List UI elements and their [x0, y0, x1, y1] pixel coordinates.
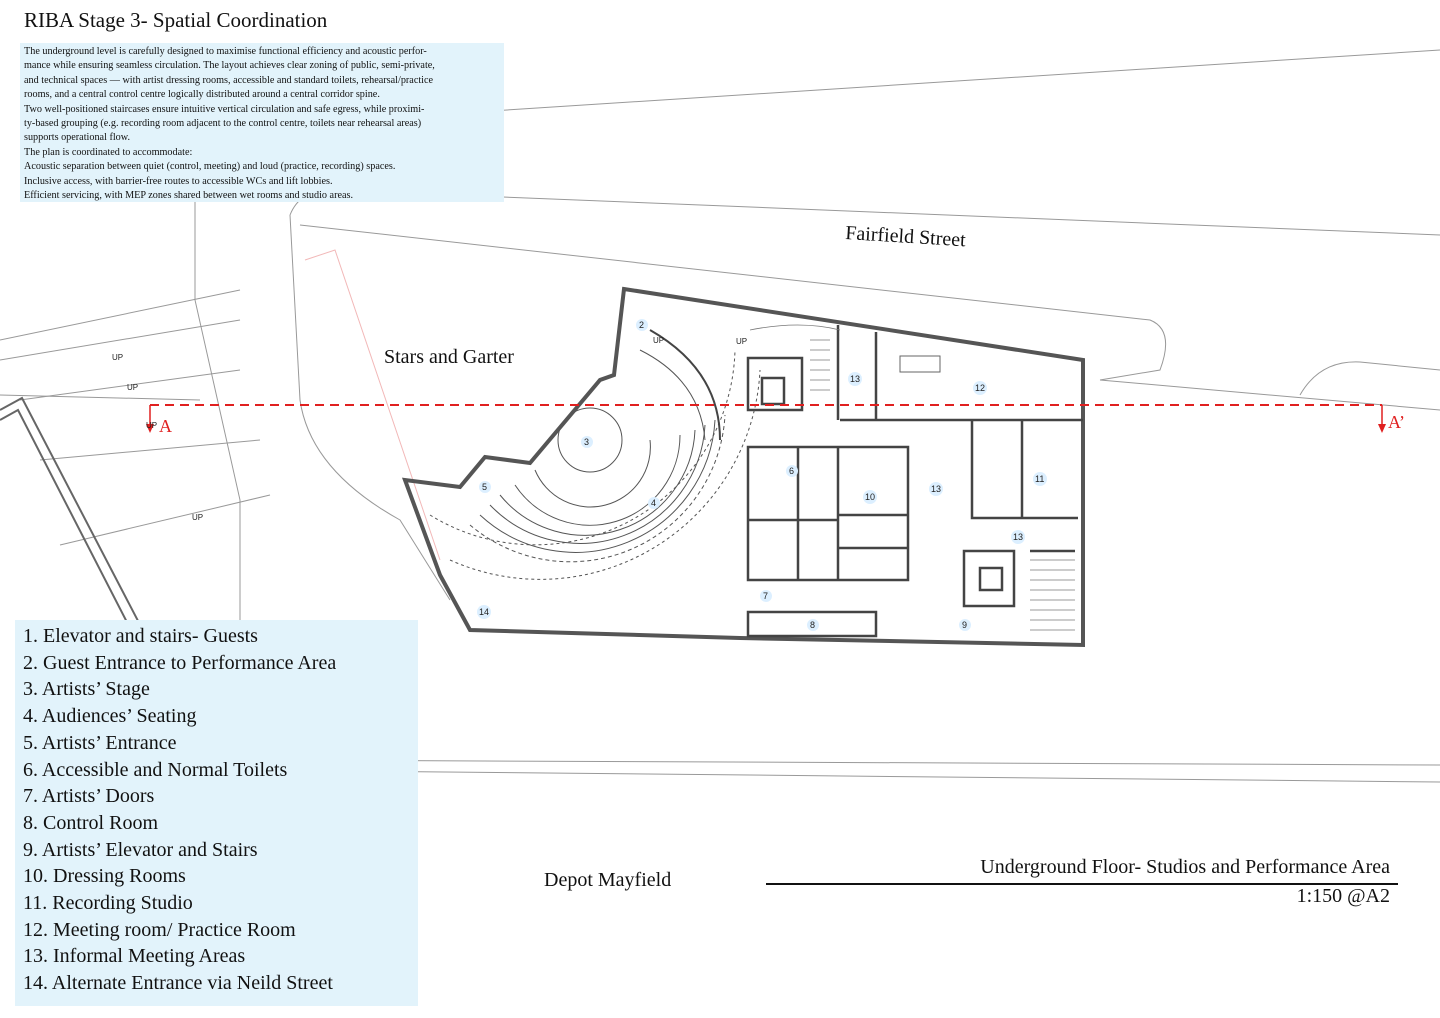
street-kerb-lower: [1100, 380, 1440, 410]
description-line: Acoustic separation between quiet (control, meeting) and loud (practice, recording) spaces.: [24, 161, 396, 173]
svg-text:5: 5: [482, 482, 488, 492]
legend-item: 4. Audiences’ Seating: [23, 705, 197, 728]
up-label: UP: [653, 336, 665, 345]
room-number-8: [807, 619, 819, 631]
legend-item: 1. Elevator and stairs- Guests: [23, 625, 258, 647]
rail-line-lower-2: [250, 770, 1440, 782]
svg-text:13: 13: [850, 374, 861, 384]
room-number-13: [848, 372, 862, 386]
legend-item: 7. Artists’ Doors: [23, 785, 155, 808]
svg-text:14: 14: [479, 607, 490, 617]
ground-line: [0, 395, 200, 400]
svg-text:13: 13: [1013, 532, 1024, 542]
room-number-2: [636, 319, 648, 331]
room-number-9: [959, 619, 971, 631]
svg-text:10: 10: [865, 492, 876, 502]
room-number-12: [973, 381, 987, 395]
artist-lift: [964, 551, 1014, 606]
legend-item: 11. Recording Studio: [23, 892, 193, 915]
description-line: Two well-positioned staircases ensure intuitive vertical circulation and safe egress, while proximi-: [24, 103, 425, 115]
description-line: mance while ensuring seamless circulation. The layout achieves clear zoning of public, semi-private,: [24, 60, 435, 72]
svg-text:9: 9: [962, 620, 968, 630]
section-label-left: A: [159, 416, 172, 436]
up-label: UP: [146, 421, 158, 430]
drawing-title: Underground Floor- Studios and Performance Area: [980, 856, 1390, 878]
description-line: ty-based grouping (e.g. recording room adjacent to the control centre, toilets near rehearsal areas): [24, 118, 422, 130]
description-line: Efficient servicing, with MEP zones shared between wet rooms and studio areas.: [24, 190, 354, 202]
svg-text:3: 3: [584, 437, 590, 447]
pink-site-line: [305, 250, 440, 560]
svg-text:8: 8: [810, 620, 816, 630]
fairfield-street-label: Fairfield Street: [844, 222, 967, 252]
up-label: UP: [112, 353, 124, 362]
svg-text:13: 13: [931, 484, 942, 494]
legend-item: 2. Guest Entrance to Performance Area: [23, 651, 337, 674]
legend-item: 13. Informal Meeting Areas: [23, 945, 246, 968]
legend-item: 3. Artists’ Stage: [23, 678, 150, 701]
legend-item: 5. Artists’ Entrance: [23, 731, 177, 754]
svg-text:12: 12: [975, 383, 986, 393]
description-line: and technical spaces — with artist dressing rooms, accessible and standard toilets, rehearsal/practice: [24, 74, 434, 86]
drawing-scale: 1:150 @A2: [1296, 885, 1390, 907]
room-number-5: [479, 481, 491, 493]
legend-item: 8. Control Room: [23, 811, 159, 834]
guest-lift: [748, 358, 802, 410]
legend-item: 12. Meeting room/ Practice Room: [23, 918, 296, 941]
room-number-10: [863, 490, 877, 504]
description-line: The underground level is carefully designed to maximise functional efficiency and acoustic perfor-: [24, 46, 427, 57]
up-label: UP: [736, 337, 748, 346]
description-line: supports operational flow.: [24, 132, 131, 144]
kerb-curve-right: [1300, 362, 1440, 395]
description-box: [20, 43, 504, 202]
room-number-14: [477, 605, 491, 619]
svg-text:2: 2: [639, 320, 645, 330]
svg-text:7: 7: [763, 591, 769, 601]
svg-text:4: 4: [651, 498, 657, 508]
room-number-11: [1033, 472, 1047, 486]
description-line: Inclusive access, with barrier-free routes to accessible WCs and lift lobbies.: [24, 175, 333, 187]
room-number-7: [760, 590, 772, 602]
meeting-table: [900, 356, 940, 372]
rail-line-lower: [250, 760, 1440, 765]
legend-box: [15, 620, 418, 1006]
room-number-6: [786, 465, 798, 477]
section-label-right: A’: [1388, 412, 1405, 432]
room-number-13: [1011, 530, 1025, 544]
description-line: The plan is coordinated to accommodate:: [24, 146, 193, 158]
svg-text:11: 11: [1035, 474, 1045, 484]
legend-item: 10. Dressing Rooms: [23, 865, 186, 888]
svg-text:6: 6: [789, 466, 795, 476]
room-number-13: [929, 482, 943, 496]
stair-lines-left-4: [40, 440, 260, 460]
stair-lines-left-1: [0, 290, 240, 340]
legend-item: 9. Artists’ Elevator and Stairs: [23, 838, 258, 861]
stair-lines-left-5: [60, 495, 270, 545]
page-title: RIBA Stage 3- Spatial Coordination: [24, 8, 328, 32]
description-line: rooms, and a central control centre logically distributed around a central corridor spine.: [24, 89, 380, 101]
room-number-3: [581, 436, 593, 448]
up-label: UP: [192, 513, 204, 522]
stars-and-garter-label: Stars and Garter: [384, 346, 514, 368]
up-label: UP: [127, 383, 139, 392]
toilet-block: [748, 447, 908, 580]
depot-mayfield-label: Depot Mayfield: [544, 869, 672, 891]
room-number-4: [648, 497, 660, 509]
legend-item: 6. Accessible and Normal Toilets: [23, 758, 288, 781]
room-number-13: [0, 0, 10, 2]
legend-item: 14. Alternate Entrance via Neild Street: [23, 972, 333, 995]
